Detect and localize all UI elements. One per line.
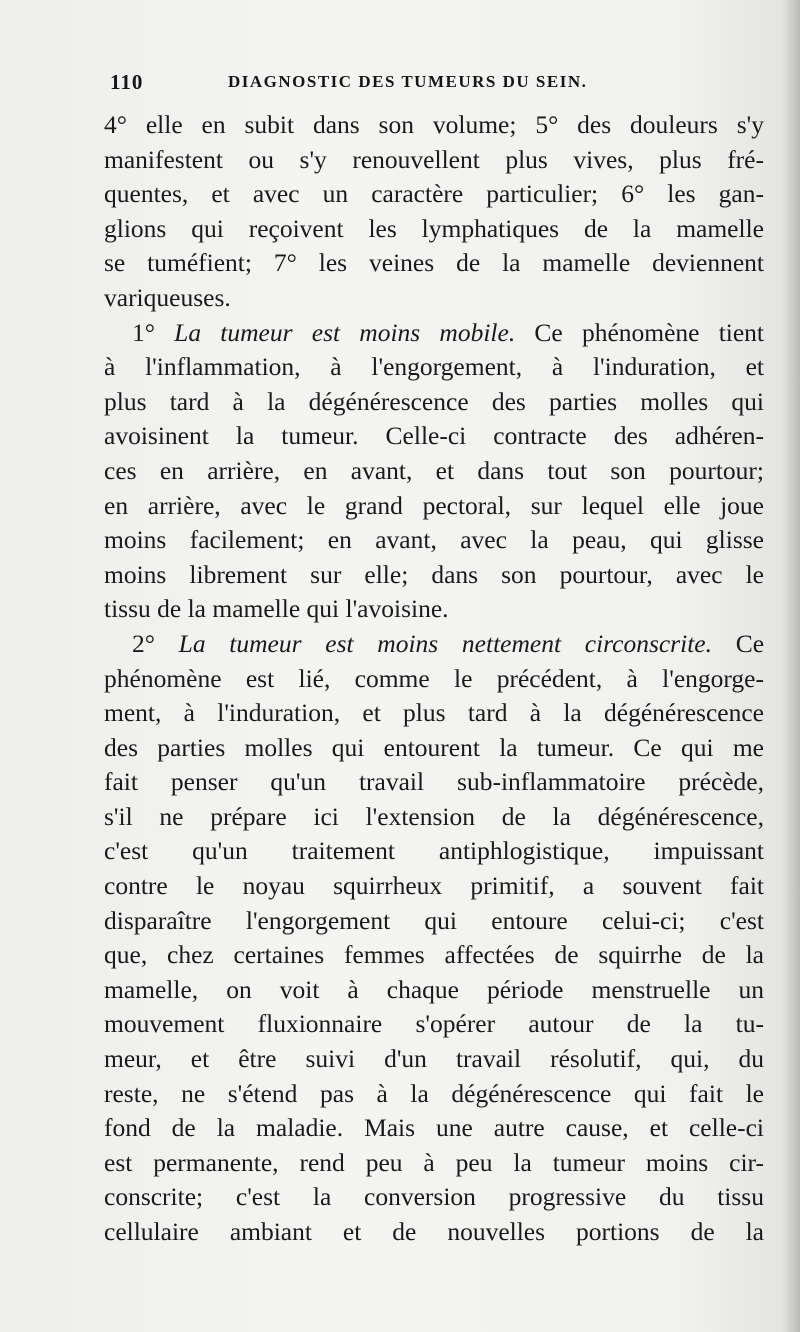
text-line: mamelle, on voit à chaque période menstruelle un (104, 974, 764, 1004)
running-title: DIAGNOSTIC DES TUMEURS DU SEIN. (228, 72, 588, 91)
item-number: 2° (132, 628, 155, 658)
text-line: moins librement sur elle; dans son pourtour, avec le (104, 559, 764, 589)
page-number: 110 (110, 70, 144, 94)
text-line: avoisinent la tumeur. Celle-ci contracte des adhéren- (104, 421, 764, 451)
text-line: variqueuses. (104, 282, 231, 312)
item-number: 1° (132, 317, 155, 347)
text-line: quentes, et avec un caractère particulier; 6° les gan- (104, 179, 764, 209)
text-line: que, chez certaines femmes affectées de squirrhe de la (104, 940, 764, 970)
text-line: c'est qu'un traitement antiphlogistique, impuissant (104, 836, 764, 866)
italic-heading: La tumeur est moins nettement circonscrite. (178, 628, 712, 658)
text-line: ment, à l'induration, et plus tard à la dégénérescence (104, 698, 764, 728)
text-line: manifestent ou s'y renouvellent plus vives, plus fré- (104, 144, 764, 174)
text-fragment: Ce phénomène tient (534, 317, 765, 347)
text-line: glions qui reçoivent les lymphatiques de la mamelle (104, 213, 764, 243)
text-line: cellulaire ambiant et de nouvelles portions de la (104, 1217, 764, 1246)
text-line: fait penser qu'un travail sub-inflammatoire précède, (104, 767, 764, 797)
text-line: s'il ne prépare ici l'extension de la dégénérescence, (104, 801, 764, 831)
body-text (104, 108, 764, 1250)
text-line: est permanente, rend peu à peu la tumeur moins cir- (104, 1147, 764, 1177)
text-line: reste, ne s'étend pas à la dégénérescence qui fait le (104, 1078, 764, 1108)
paragraph-first-line (104, 627, 764, 662)
text-line: moins facilement; en avant, avec la peau, qui glisse (104, 525, 764, 555)
text-fragment: Ce (735, 628, 765, 658)
text-line: conscrite; c'est la conversion progressive du tissu (104, 1182, 764, 1212)
text-line: disparaître l'engorgement qui entoure celui-ci; c'est (104, 905, 764, 935)
text-line: mouvement fluxionnaire s'opérer autour de la tu- (104, 1009, 764, 1039)
text-line: tissu de la mamelle qui l'avoisine. (104, 594, 449, 624)
text-line: des parties molles qui entourent la tumeur. Ce qui me (104, 732, 764, 762)
paragraph-first-line (104, 316, 764, 351)
text-line: plus tard à la dégénérescence des parties molles qui (104, 386, 764, 416)
text-line: se tuméfient; 7° les veines de la mamelle deviennent (104, 248, 764, 278)
text-line: fond de la maladie. Mais une autre cause, et celle-ci (104, 1113, 764, 1143)
text-line: phénomène est lié, comme le précédent, à l'engorge- (104, 663, 764, 693)
text-line: 4° elle en subit dans son volume; 5° des douleurs s'y (104, 110, 764, 139)
italic-heading: La tumeur est moins mobile. (174, 317, 516, 347)
page-edge-shadow (782, 0, 800, 1332)
text-line: à l'inflammation, à l'engorgement, à l'induration, et (104, 352, 764, 382)
text-line: meur, et être suivi d'un travail résolutif, qui, du (104, 1044, 764, 1074)
text-line: ces en arrière, en avant, et dans tout son pourtour; (104, 455, 764, 485)
text-line: contre le noyau squirrheux primitif, a souvent fait (104, 871, 764, 901)
text-line: en arrière, avec le grand pectoral, sur lequel elle joue (104, 490, 764, 520)
